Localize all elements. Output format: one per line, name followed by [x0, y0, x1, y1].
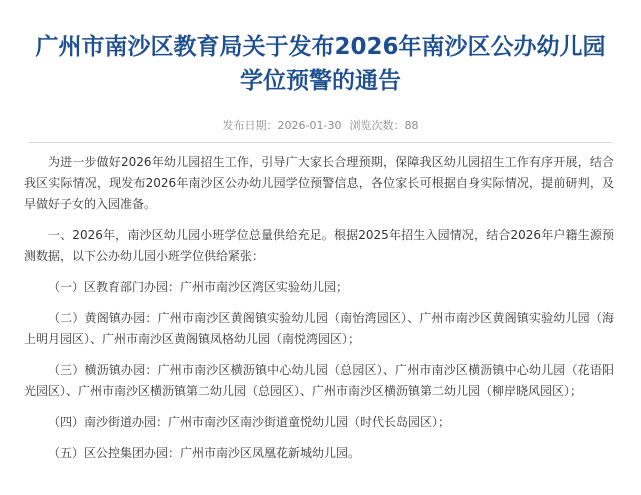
publish-date: 2026-01-30 — [277, 119, 342, 132]
notice-meta — [0, 119, 641, 133]
notice-title — [0, 30, 641, 98]
intro-paragraph: 为进一步做好2026年幼儿园招生工作，引导广大家长合理预期，保障我区幼儿园招生工作有序开展，结合我区实际情况，现发布2026年南沙区公办幼儿园学位预警信息，各位家长可根据自身实际情况，提前研判，及早做好子女的入园准备。 — [24, 155, 614, 211]
list-item-nansha-street: （四）南沙街道办园：广州市南沙区南沙街道童悦幼儿园（时代长岛园区）； — [48, 415, 451, 429]
notice-title-line-2: 学位预警的通告 — [240, 68, 401, 94]
notice-title-line-1: 广州市南沙区教育局关于发布2026年南沙区公办幼儿园 — [35, 34, 606, 60]
title-divider — [28, 142, 613, 143]
list-item-huangge-town: （二）黄阁镇办园：广州市南沙区黄阁镇实验幼儿园（南怡湾园区）、广州市南沙区黄阁镇实验幼儿园（海上明月园区）、广州市南沙区黄阁镇凤格幼儿园（南悦湾园区）； — [24, 311, 614, 346]
section-one-paragraph: 一、2026年，南沙区幼儿园小班学位总量供给充足。根据2025年招生入园情况，结合2026年户籍生源预测数据，以下公办幼儿园小班学位供给紧张： — [24, 228, 614, 263]
notice-body — [24, 152, 614, 474]
list-item-public-holding-group: （五）区公控集团办园：广州市南沙区凤凰花新城幼儿园。 — [48, 446, 361, 460]
view-count-label: 浏览次数： — [349, 119, 405, 132]
list-item-hengli-town: （三）横沥镇办园：广州市南沙区横沥镇中心幼儿园（总园区）、广州市南沙区横沥镇中心幼儿园（花语阳光园区）、广州市南沙区横沥镇第二幼儿园（总园区）、广州市南沙区横沥镇第二幼儿园（柳岸晓风园区）； — [24, 363, 614, 398]
view-count: 88 — [404, 119, 419, 132]
list-item-district-education: （一）区教育部门办园：广州市南沙区湾区实验幼儿园； — [48, 280, 349, 294]
publish-date-label: 发布日期： — [222, 119, 278, 132]
